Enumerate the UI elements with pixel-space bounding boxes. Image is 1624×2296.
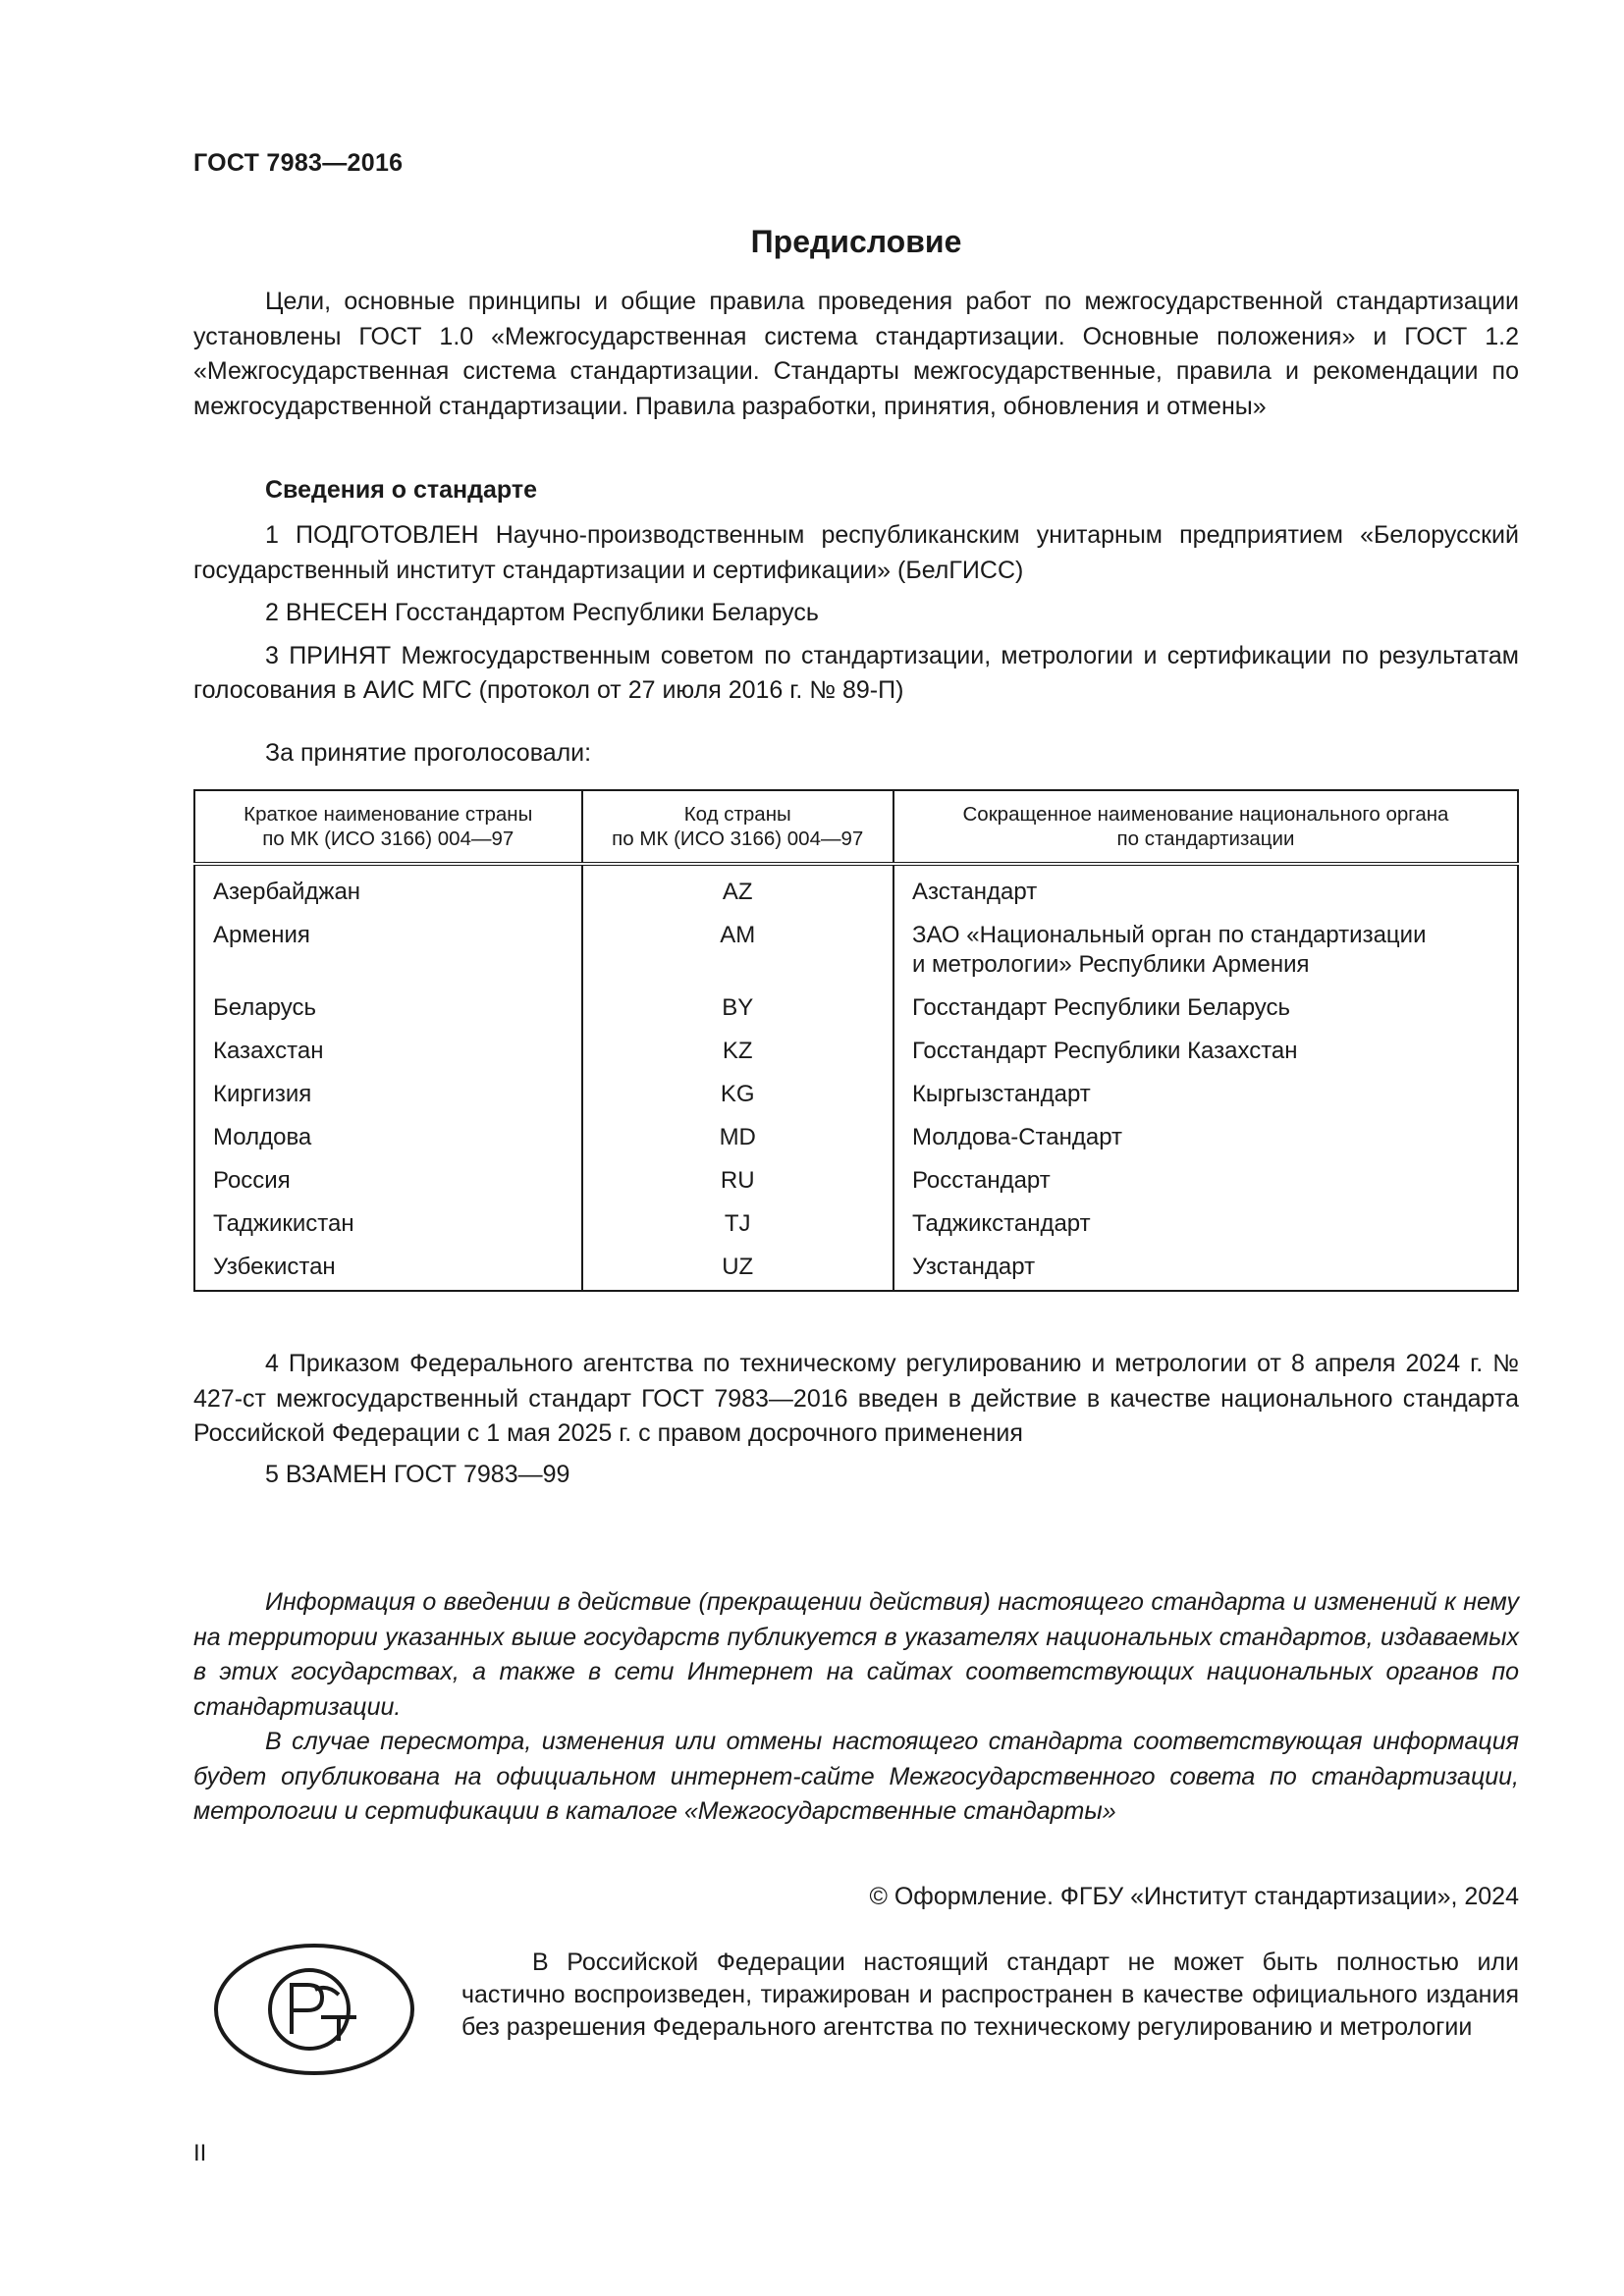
country-cell: Казахстан [194,1030,582,1073]
table-row [194,1116,1518,1159]
info-note-2: В случае пересмотра, изменения или отмены настоящего стандарта соответствующая информация будет опубликована на официальном интернет-сайте Межгосударственного совета по стандартизации, метрологии и сертификации в каталоге «Межгосударственные стандарты» [193,1728,1519,1825]
org-cell: Узстандарт [893,1246,1518,1291]
info-item-2: 2 ВНЕСЕН Госстандартом Республики Беларусь [265,599,819,626]
country-cell: Таджикистан [194,1202,582,1246]
member-states-table [193,789,1519,1292]
code-cell: KG [582,1073,893,1116]
code-cell: TJ [582,1202,893,1246]
page-number: II [193,2140,207,2166]
copyright-line: © Оформление. ФГБУ «Институт стандартизации», 2024 [869,1883,1519,1910]
code-cell: RU [582,1159,893,1202]
standard-info-heading: Сведения о стандарте [265,476,538,504]
code-cell: KZ [582,1030,893,1073]
org-cell: Азстандарт [893,864,1518,914]
reproduction-notice [461,1947,1519,2044]
info-item-4: 4 Приказом Федерального агентства по техническому регулированию и метрологии от 8 апреля 2024 г. № 427-ст межгосударственный стандарт ГОСТ 7983—2016 введен в действие в качестве национального стандарта Российской Федерации с 1 мая 2025 г. с правом досрочного применения [193,1350,1519,1447]
table-row [194,1159,1518,1202]
standard-info-items [193,518,1519,709]
table-row [194,1073,1518,1116]
country-cell: Киргизия [194,1073,582,1116]
after-table-section [193,1347,1519,1492]
country-cell: Узбекистан [194,1246,582,1291]
rst-certification-logo [211,1941,417,2078]
table-row [194,1246,1518,1291]
country-cell: Россия [194,1159,582,1202]
code-cell: AZ [582,864,893,914]
intro-section [193,285,1519,424]
info-item-5: 5 ВЗАМЕН ГОСТ 7983—99 [265,1460,570,1488]
vote-label: За принятие проголосовали: [265,739,592,767]
table-row [194,914,1518,987]
header-org: Сокращенное наименование национального органа по стандартизации [893,790,1518,864]
code-cell: AM [582,914,893,987]
publication-info-notes [193,1585,1519,1830]
standard-info-heading-block [193,473,1519,508]
header-code: Код страны по МК (ИСО 3166) 004—97 [582,790,893,864]
header-country: Краткое наименование страны по МК (ИСО 3166) 004—97 [194,790,582,864]
table-header-row [194,790,1518,864]
org-cell: Молдова-Стандарт [893,1116,1518,1159]
table-row [194,987,1518,1030]
table-row [194,1030,1518,1073]
running-header: ГОСТ 7983—2016 [193,149,404,177]
table-row [194,1202,1518,1246]
org-cell: Росстандарт [893,1159,1518,1202]
code-cell: BY [582,987,893,1030]
country-cell: Беларусь [194,987,582,1030]
code-cell: UZ [582,1246,893,1291]
code-cell: MD [582,1116,893,1159]
info-item-3: 3 ПРИНЯТ Межгосударственным советом по стандартизации, метрологии и сертификации по результатам голосования в АИС МГС (протокол от 27 июля 2016 г. № 89-П) [193,641,1519,704]
intro-paragraph: Цели, основные принципы и общие правила проведения работ по межгосударственной стандартизации установлены ГОСТ 1.0 «Межгосударственная система стандартизации. Основные положения» и ГОСТ 1.2 «Межгосударственная система стандартизации. Стандарты межгосударственные, правила и рекомендации по межгосударственной стандартизации. Правила разработки, принятия, обновления и отмены» [193,288,1519,420]
org-cell: Госстандарт Республики Казахстан [893,1030,1518,1073]
table-row [194,864,1518,914]
org-cell: Госстандарт Республики Беларусь [893,987,1518,1030]
country-cell: Азербайджан [194,864,582,914]
org-cell: ЗАО «Национальный орган по стандартизации и метрологии» Республики Армения [893,914,1518,987]
country-cell: Армения [194,914,582,987]
org-cell: Таджикстандарт [893,1202,1518,1246]
vote-label-block [193,736,1519,772]
info-item-1: 1 ПОДГОТОВЛЕН Научно-производственным республиканским унитарным предприятием «Белорусский государственный институт стандартизации и сертификации» (БелГИСС) [193,521,1519,584]
org-cell: Кыргызстандарт [893,1073,1518,1116]
country-cell: Молдова [194,1116,582,1159]
page-title: Предисловие [750,224,962,259]
info-note-1: Информация о введении в действие (прекращении действия) настоящего стандарта и изменений к нему на территории указанных выше государств публикуется в указателях национальных стандартов, издаваемых в этих государствах, а также в сети Интернет на сайтах соответствующих национальных органов по стандартизации. [193,1588,1519,1721]
notice-text: В Российской Федерации настоящий стандарт не может быть полностью или частично воспроизведен, тиражирован и распространен в качестве официального издания без разрешения Федерального агентства по техническому регулированию и метрологии [461,1949,1519,2041]
